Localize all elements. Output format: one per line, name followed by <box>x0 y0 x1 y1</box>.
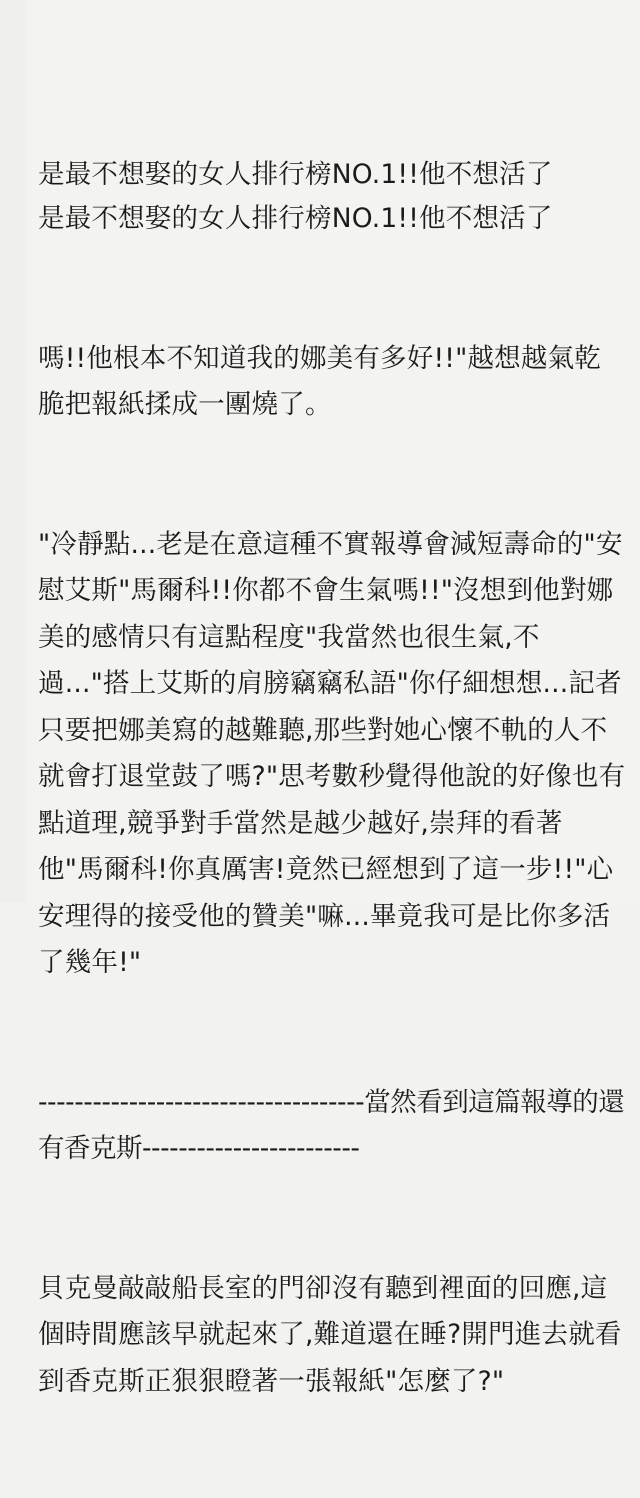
paragraph-4: 貝克曼敲敲船長室的門卻沒有聽到裡面的回應,這個時間應該早就起來了,難道還在睡?開門進去就看到香克斯正狠狠瞪著一張報紙"怎麼了?" <box>38 1272 622 1397</box>
clipped-top-line <box>38 93 626 190</box>
document-text-body <box>38 0 626 1498</box>
paragraph-3: ------------------------------------當然看到這篇報導的還有香克斯------------------------ <box>38 1086 625 1164</box>
clipped-top-line-text: 是最不想娶的女人排行榜NO.1!!他不想活了 <box>38 159 553 190</box>
paragraph-0: 是最不想娶的女人排行榜NO.1!!他不想活了 <box>38 203 553 234</box>
left-margin-rail <box>0 0 26 902</box>
paragraph-2: "冷靜點...老是在意這種不實報導會減短壽命的"安慰艾斯"馬爾科!!你都不會生氣嗎!!"沒想到他對娜美的感情只有這點程度"我當然也很生氣,不過..."搭上艾斯的肩膀竊竊私語"你仔細想想...記者只要把娜美寫的越難聽,那些對她心懷不軌的人不就會打退堂鼓了嗎?"思考數秒覺得他說的好像也有點道理,競爭對手當然是越少越好,崇拜的看著他"馬爾科!你真厲害!竟然已經想到了這一步!!"心安理得的接受他的贊美"嘛...畢竟我可是比你多活了幾年!" <box>38 528 626 978</box>
paragraph-1: 嗎!!他根本不知道我的娜美有多好!!"越想越氣乾脆把報紙揉成一團燒了。 <box>38 342 601 420</box>
